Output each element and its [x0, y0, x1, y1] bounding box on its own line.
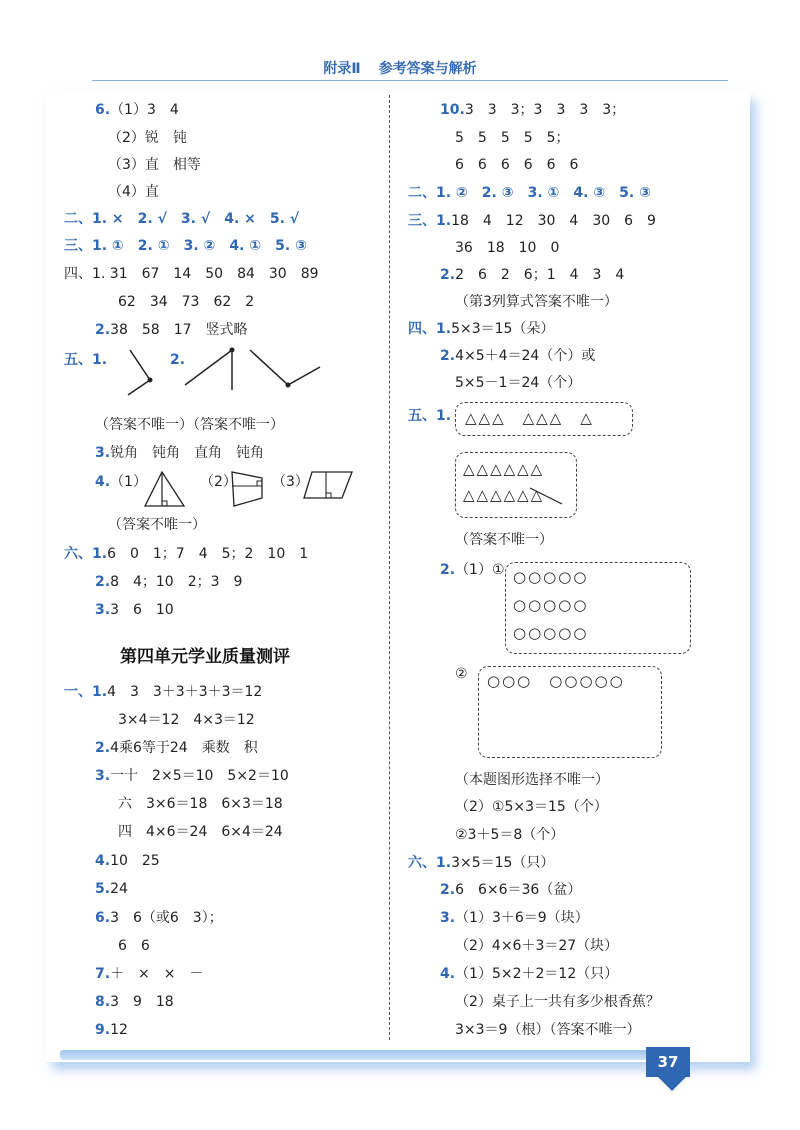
answer-line: 5.24 [95, 881, 128, 897]
header-rule [92, 80, 728, 81]
answer-line: 36 18 10 0 [455, 240, 560, 256]
answer-line: 62 34 73 62 2 [118, 294, 255, 310]
answer-line: 3×4＝12 4×3＝12 [118, 712, 255, 728]
answer-line: 2.4×5＋4＝24（个）或 [440, 348, 596, 364]
answer-line: （答案不唯一）（答案不唯一） [95, 417, 284, 433]
triangle-figure [142, 470, 190, 508]
answer-line: 2.6 6×6＝36（盆） [440, 882, 582, 898]
answer-line: 二、1. × 2. √ 3. √ 4. × 5. √ [64, 211, 300, 227]
answer-line: 三、1.18 4 12 30 4 30 6 9 [408, 213, 656, 229]
answer-label: 五、1. [408, 408, 452, 424]
answer-line: （3）直 相等 [108, 157, 201, 173]
answer-line: 3.锐角 钝角 直角 钝角 [95, 445, 265, 461]
answer-line: 二、1. ② 2. ③ 3. ① 4. ③ 5. ③ [408, 185, 651, 201]
answer-line: 四 4×6＝24 6×4＝24 [118, 824, 283, 840]
answer-label: 2. [170, 352, 186, 368]
answer-line: 3×3＝9（根）（答案不唯一） [455, 1022, 641, 1038]
circle-row: ○○○ ○○○○○ [487, 672, 625, 690]
answer-line: 六、1.3×5＝15（只） [408, 855, 555, 871]
trapezoid-figure [230, 470, 270, 508]
section-title: 第四单元学业质量测评 [120, 647, 290, 667]
angle-figure-1 [120, 345, 170, 395]
angle-figure-2 [180, 345, 320, 395]
triangle-row: △△△ △△△ △ [465, 409, 594, 427]
answer-line: 四、1.5×3＝15（朵） [408, 321, 555, 337]
answer-line: （2）桌子上一共有多少根香蕉？ [455, 994, 660, 1010]
answer-line: 2.（1）① [440, 562, 505, 578]
answer-line: （第3列算式答案不唯一） [455, 294, 618, 310]
answer-line: （2）①5×3＝15（个） [455, 799, 608, 815]
answer-line: （答案不唯一） [455, 532, 553, 548]
triangle-row: △△△△△△ [463, 486, 545, 504]
answer-line: （4）直 [108, 184, 159, 200]
circle-row: ○○○○○ [513, 568, 589, 586]
answer-line: 7.＋ × × － [95, 966, 204, 982]
answer-line: 2.4乘6等于24 乘数 积 [95, 740, 258, 756]
answer-line: 5 5 5 5 5； [455, 130, 570, 146]
header-appendix: 附录Ⅱ [323, 61, 361, 77]
answer-line: ②3＋5＝8（个） [455, 827, 565, 843]
answer-line: （2） [200, 474, 237, 490]
header-title: 参考答案与解析 [378, 61, 477, 77]
answer-line: （答案不唯一） [108, 517, 206, 533]
answer-line: 5×5－1＝24（个） [455, 375, 582, 391]
answer-line: 6 6 6 6 6 6 [455, 157, 579, 173]
answer-label: 五、1. [64, 352, 108, 368]
page-number: 37 [646, 1047, 690, 1077]
answer-line: 4.10 25 [95, 853, 160, 869]
answer-line: 10.3 3 3；3 3 3 3； [440, 102, 626, 118]
bottom-band [60, 1050, 680, 1060]
answer-line: 四、1. 31 67 14 50 84 30 89 [64, 266, 319, 282]
cross-out-mark [528, 486, 568, 506]
answer-line: （2）锐 钝 [108, 130, 187, 146]
answer-line: 2.2 6 2 6；1 4 3 4 [440, 267, 625, 283]
triangle-row: △△△△△△ [463, 460, 545, 478]
answer-line: 三、1. ① 2. ① 3. ② 4. ① 5. ③ [64, 238, 307, 254]
answer-line: 2.8 4；10 2；3 9 [95, 574, 243, 590]
answer-line: 2.38 58 17 竖式略 [95, 322, 248, 338]
answer-line: 一、1.4 3 3＋3＋3＋3＝12 [64, 684, 263, 700]
answer-line: 8.3 9 18 [95, 994, 174, 1010]
parallelogram-figure [302, 470, 354, 500]
page-header [0, 58, 800, 78]
answer-line: 六 3×6＝18 6×3＝18 [118, 796, 283, 812]
answer-line: 六、1.6 0 1；7 4 5；2 10 1 [64, 546, 309, 562]
circle-row: ○○○○○ [513, 624, 589, 642]
answer-line: （3） [272, 474, 309, 490]
answer-line: ② [455, 666, 468, 682]
answer-line: （2）4×6＋3＝27（块） [455, 938, 619, 954]
answer-line: 4.（1） [95, 474, 147, 490]
answer-line: 6 6 [118, 938, 150, 954]
page-number-tab [658, 1077, 686, 1091]
answer-line: 3.（1）3＋6＝9（块） [440, 910, 589, 926]
answer-line: 3.一十 2×5＝10 5×2＝10 [95, 768, 289, 784]
circle-row: ○○○○○ [513, 596, 589, 614]
answer-line: 9.12 [95, 1022, 128, 1038]
answer-line: （本题图形选择不唯一） [455, 772, 609, 788]
answer-line: 6.（1）3 4 [95, 102, 179, 118]
answer-line: 6.3 6（或6 3）； [95, 910, 223, 926]
answer-line: 4.（1）5×2＋2＝12（只） [440, 966, 619, 982]
answer-line: 3.3 6 10 [95, 602, 174, 618]
column-divider [389, 95, 390, 1040]
